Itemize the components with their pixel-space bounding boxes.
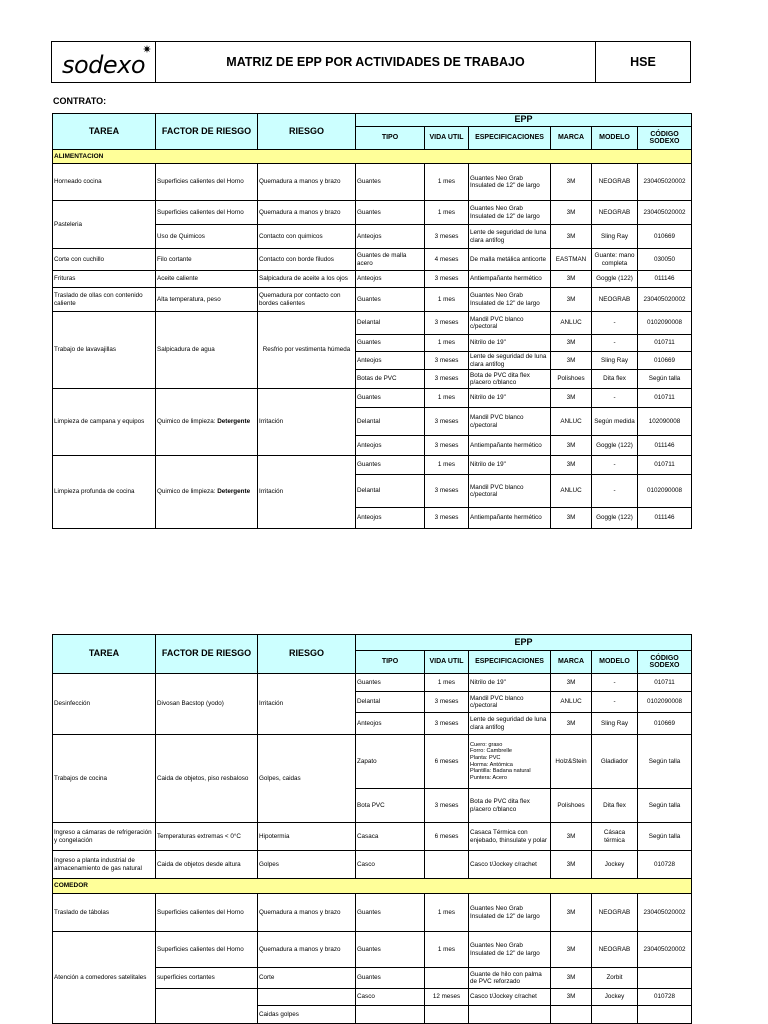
cell-vida [425,1006,469,1024]
cell-tarea: Ingreso a cámaras de refrigeración y congelación [53,823,156,851]
col-header-espec: ESPECIFICACIONES [469,651,551,674]
cell-modelo: - [592,312,638,335]
cell-vida: 1 mes [425,894,469,932]
cell-tarea: Desinfección [53,674,156,735]
cell-marca: 3M [551,823,592,851]
cell-factor: Temperaturas extremas < 0°C [156,823,258,851]
cell-modelo: - [592,335,638,352]
cell-tarea: Traslado de ollas con contenido caliente [53,288,156,312]
cell-tarea: Pasteleria [53,201,156,249]
cell-espec: Mandil PVC blanco c/pectoral [469,312,551,335]
cell-marca: 3M [551,508,592,529]
cell-modelo: Cásaca térmica [592,823,638,851]
table-row [53,164,692,201]
cell-factor: Caida de objetos, piso resbaloso [156,735,258,823]
cell-tarea: Corte con cuchillo [53,249,156,271]
cell-vida: 3 meses [425,225,469,249]
cell-marca: 3M [551,271,592,288]
cell-codigo: 010728 [638,989,692,1006]
cell-espec: Casco t/Jockey c/rachet [469,989,551,1006]
cell-modelo: Sling Ray [592,713,638,735]
cell-tipo: Bota PVC [356,789,425,823]
cell-modelo: Jockey [592,851,638,879]
cell-espec: Bota de PVC dita flex p/acero c/blanco [469,789,551,823]
cell-espec: Lente de seguridad de luna clara antifog [469,352,551,370]
cell-factor [156,389,258,456]
cell-codigo: 0102090008 [638,312,692,335]
cell-vida: 3 meses [425,352,469,370]
cell-espec: Antiempañante hermético [469,436,551,456]
table-row [53,735,692,789]
table-row [53,312,692,335]
cell-marca: 3M [551,436,592,456]
cell-tipo: Anteojos [356,508,425,529]
cell-tipo: Guantes de malla acero [356,249,425,271]
cell-tipo: Casaca [356,823,425,851]
cell-tipo: Anteojos [356,713,425,735]
cell-marca: 3M [551,894,592,932]
cell-riesgo: Quemadura a manos y brazo [258,201,356,225]
cell-codigo: 230405020002 [638,164,692,201]
cell-factor: Aceite caliente [156,271,258,288]
cell-tipo: Zapato [356,735,425,789]
cell-vida: 3 meses [425,271,469,288]
cell-marca: 3M [551,225,592,249]
epp-matrix-table-2 [52,634,692,1024]
cell-marca: 3M [551,201,592,225]
cell-marca: 3M [551,352,592,370]
table-row [53,389,692,408]
cell-marca: ANLUC [551,475,592,508]
document-code: HSE [596,42,691,83]
cell-espec: Guantes Neo Grab Insulated de 12" de largo [469,894,551,932]
cell-vida: 3 meses [425,692,469,713]
cell-vida: 12 meses [425,989,469,1006]
cell-marca: 3M [551,713,592,735]
col-header-tipo: TIPO [356,127,425,150]
col-header-epp: EPP [356,635,692,651]
cell-modelo: - [592,692,638,713]
cell-espec: Antiempañante hermético [469,271,551,288]
col-header-codigo: CÓDIGO SODEXO [638,651,692,674]
cell-factor: Alta temperatura, peso [156,288,258,312]
section-alimentacion: ALIMENTACION [53,150,692,164]
cell-espec [469,1006,551,1024]
cell-marca: ANLUC [551,312,592,335]
cell-vida: 3 meses [425,408,469,436]
cell-codigo: Según talla [638,735,692,789]
col-header-tarea: TAREA [53,114,156,150]
cell-vida [425,968,469,989]
cell-codigo: 010711 [638,674,692,692]
cell-espec: Bota de PVC dita flex p/acero c/blanco [469,370,551,389]
cell-modelo: - [592,456,638,475]
table-row [53,932,692,968]
table-row [53,851,692,879]
cell-vida [425,851,469,879]
cell-marca: 3M [551,389,592,408]
cell-vida: 1 mes [425,288,469,312]
col-header-vida: VIDA UTIL [425,651,469,674]
cell-tipo: Delantal [356,692,425,713]
cell-modelo: Dita flex [592,370,638,389]
cell-tipo: Anteojos [356,436,425,456]
cell-tipo: Casco [356,989,425,1006]
cell-vida: 1 mes [425,164,469,201]
cell-factor: Caida de objetos desde altura [156,851,258,879]
col-header-marca: MARCA [551,651,592,674]
cell-tarea: Trabajo de lavavajillas [53,312,156,389]
col-header-espec: ESPECIFICACIONES [469,127,551,150]
cell-codigo: 0102090008 [638,692,692,713]
cell-factor [156,456,258,529]
cell-marca: 3M [551,674,592,692]
cell-factor: Superficies calientes del Horno [156,932,258,968]
cell-vida: 1 mes [425,674,469,692]
cell-tarea: Traslado de tábolas [53,894,156,932]
cell-tipo: Casco [356,851,425,879]
cell-codigo: 011146 [638,436,692,456]
cell-espec: Cuero: graso Forro: Cambrelle Planta: PVC Horma: Antómica Plantilla: Badana natural Puntera: Acero [469,735,551,789]
cell-riesgo: Quemadura a manos y brazo [258,164,356,201]
cell-tarea: Limpieza profunda de cocina [53,456,156,529]
col-header-factor: FACTOR DE RIESGO [156,114,258,150]
cell-vida: 3 meses [425,713,469,735]
cell-marca: 3M [551,989,592,1006]
cell-riesgo: Corte [258,968,356,989]
cell-codigo: 010711 [638,389,692,408]
cell-espec: Lente de seguridad de luna clara antifog [469,713,551,735]
cell-codigo: 010669 [638,352,692,370]
epp-matrix-table-1 [52,113,692,529]
cell-tarea: Frituras [53,271,156,288]
cell-tipo: Guantes [356,456,425,475]
cell-codigo: 102090008 [638,408,692,436]
cell-vida: 3 meses [425,436,469,456]
cell-tipo: Guantes [356,674,425,692]
cell-vida: 3 meses [425,508,469,529]
cell-codigo: 230405020002 [638,288,692,312]
cell-tipo: Guantes [356,201,425,225]
col-header-vida: VIDA UTIL [425,127,469,150]
col-header-epp: EPP [356,114,692,127]
table-row [53,674,692,692]
cell-espec: De malla metálica anticorte [469,249,551,271]
cell-espec: Mandil PVC blanco c/pectoral [469,475,551,508]
cell-espec: Guantes Neo Grab Insulated de 12" de largo [469,932,551,968]
cell-riesgo: Irritación [258,389,356,456]
table-row [53,249,692,271]
cell-codigo: Según talla [638,789,692,823]
logo-cell [52,42,156,83]
cell-modelo: Goggle (122) [592,508,638,529]
cell-modelo: Según medida [592,408,638,436]
cell-tipo: Guantes [356,894,425,932]
cell-factor [156,989,258,1024]
cell-vida: 4 meses [425,249,469,271]
cell-modelo: NEOGRAB [592,201,638,225]
cell-tipo: Botas de PVC [356,370,425,389]
cell-vida: 1 mes [425,201,469,225]
cell-riesgo: Irritación [258,674,356,735]
sodexo-logo [61,43,152,79]
factor-bold: Detergente [217,488,251,496]
cell-factor: Divosan Bacstop (yodo) [156,674,258,735]
col-header-factor: FACTOR DE RIESGO [156,635,258,674]
cell-riesgo: Quemadura por contacto con bordes calientes [258,288,356,312]
cell-tipo: Guantes [356,164,425,201]
cell-riesgo: Contacto con borde filudos [258,249,356,271]
cell-codigo: 011146 [638,508,692,529]
star-icon: ✷ [142,43,152,56]
cell-espec: Casaca Térmica con enjebado, thinsulate y polar [469,823,551,851]
cell-codigo: 010669 [638,713,692,735]
cell-espec: Nitrilo de 19" [469,389,551,408]
contract-label: CONTRATO: [53,96,107,106]
cell-factor: Superficies calientes del Horno [156,201,258,225]
cell-marca: 3M [551,968,592,989]
cell-espec: Guantes Neo Grab Insulated de 12" de largo [469,164,551,201]
cell-tarea: Trabajos de cocina [53,735,156,823]
cell-marca: ANLUC [551,408,592,436]
cell-riesgo: Caidas golpes [258,1006,356,1024]
cell-vida: 3 meses [425,370,469,389]
factor-text: Quimico de limpieza: [157,488,216,496]
cell-riesgo: Irritación [258,456,356,529]
table-row [53,201,692,225]
cell-codigo: 011146 [638,271,692,288]
cell-riesgo: Resfrio por vestimenta húmeda [258,312,356,389]
cell-factor: superficies cortantes [156,968,258,989]
cell-vida: 3 meses [425,789,469,823]
cell-codigo: 230405020002 [638,932,692,968]
cell-tarea: Limpieza de campana y equipos [53,389,156,456]
cell-tipo: Delantal [356,408,425,436]
cell-tipo: Delantal [356,312,425,335]
cell-marca: 3M [551,288,592,312]
cell-vida: 1 mes [425,932,469,968]
cell-riesgo: Contacto con quimicos [258,225,356,249]
cell-marca: Polishoes [551,789,592,823]
cell-tarea: Atención a comedores satelitales [53,932,156,1024]
cell-riesgo: Quemadura a manos y brazo [258,932,356,968]
cell-marca: 3M [551,851,592,879]
cell-tipo: Guantes [356,968,425,989]
logo-text: sodexo [61,51,146,79]
cell-riesgo: Hipotermia [258,823,356,851]
cell-modelo: Gladiador [592,735,638,789]
cell-espec: Nitrilo de 19" [469,456,551,475]
cell-codigo [638,1006,692,1024]
cell-marca: 3M [551,164,592,201]
cell-tipo: Guantes [356,389,425,408]
cell-espec: Nitrilo de 19" [469,674,551,692]
cell-tipo: Delantal [356,475,425,508]
col-header-modelo: MODELO [592,651,638,674]
cell-espec: Lente de seguridad de luna clara antifog [469,225,551,249]
table-row [53,288,692,312]
cell-modelo: - [592,674,638,692]
cell-riesgo: Quemadura a manos y brazo [258,894,356,932]
cell-tipo: Guantes [356,932,425,968]
cell-vida: 3 meses [425,475,469,508]
col-header-codigo: CÓDIGO SODEXO [638,127,692,150]
cell-modelo: Sling Ray [592,225,638,249]
cell-tarea: Ingreso a planta industrial de almacenamiento de gas natural [53,851,156,879]
cell-espec: Mandil PVC blanco c/pectoral [469,408,551,436]
cell-modelo: Guante: mano completa [592,249,638,271]
cell-vida: 1 mes [425,335,469,352]
cell-codigo: 010711 [638,456,692,475]
cell-vida: 3 meses [425,312,469,335]
cell-tipo: Anteojos [356,352,425,370]
cell-tipo: Anteojos [356,271,425,288]
cell-factor: Superficies calientes del Horno [156,164,258,201]
table-row [53,894,692,932]
cell-espec: Nitrilo de 19" [469,335,551,352]
cell-modelo: Sling Ray [592,352,638,370]
cell-marca: ANLUC [551,692,592,713]
cell-modelo: - [592,389,638,408]
cell-espec: Casco t/Jockey c/rachet [469,851,551,879]
factor-text: Quimico de limpieza: [157,418,216,426]
cell-modelo: NEOGRAB [592,164,638,201]
cell-modelo: NEOGRAB [592,894,638,932]
cell-espec: Mandil PVC blanco c/pectoral [469,692,551,713]
cell-tipo: Anteojos [356,225,425,249]
cell-modelo: - [592,475,638,508]
cell-factor: Filo cortante [156,249,258,271]
cell-marca: Polishoes [551,370,592,389]
cell-modelo [592,1006,638,1024]
cell-riesgo [258,989,356,1006]
cell-modelo: Goggle (122) [592,436,638,456]
col-header-riesgo: RIESGO [258,114,356,150]
cell-factor: Superficies calientes del Horno [156,894,258,932]
cell-factor: Salpicadura de agua [156,312,258,389]
cell-vida: 1 mes [425,389,469,408]
cell-vida: 1 mes [425,456,469,475]
cell-modelo: NEOGRAB [592,932,638,968]
cell-espec: Guantes Neo Grab Insulated de 12" de largo [469,201,551,225]
cell-tipo: Guantes [356,335,425,352]
cell-codigo: 230405020002 [638,201,692,225]
factor-bold: Detergente [217,418,251,426]
cell-vida: 6 meses [425,735,469,789]
table-row [53,456,692,475]
cell-espec: Antiempañante hermético [469,508,551,529]
cell-modelo: Dita flex [592,789,638,823]
cell-riesgo: Golpes, caidas [258,735,356,823]
cell-riesgo: Salpicadura de aceite a los ojos [258,271,356,288]
cell-marca: 3M [551,335,592,352]
cell-factor: Uso de Quimicos [156,225,258,249]
cell-vida: 6 meses [425,823,469,851]
document-header [51,41,691,83]
cell-marca: 3M [551,456,592,475]
cell-tarea: Horneado cocina [53,164,156,201]
col-header-riesgo: RIESGO [258,635,356,674]
cell-codigo: Según talla [638,823,692,851]
cell-modelo: Zorbit [592,968,638,989]
cell-codigo: 010728 [638,851,692,879]
cell-marca: 3M [551,932,592,968]
cell-modelo: Goggle (122) [592,271,638,288]
cell-espec: Guante de hilo con palma de PVC reforzado [469,968,551,989]
col-header-marca: MARCA [551,127,592,150]
document-title: MATRIZ DE EPP POR ACTIVIDADES DE TRABAJO [156,42,596,83]
col-header-modelo: MODELO [592,127,638,150]
cell-marca [551,1006,592,1024]
cell-modelo: Jockey [592,989,638,1006]
col-header-tarea: TAREA [53,635,156,674]
section-comedor: COMEDOR [53,879,692,894]
cell-codigo: 030050 [638,249,692,271]
cell-tipo [356,1006,425,1024]
cell-modelo: NEOGRAB [592,288,638,312]
cell-riesgo: Golpes [258,851,356,879]
cell-codigo: 0102090008 [638,475,692,508]
cell-marca: Holz&Stein [551,735,592,789]
cell-marca: EASTMAN [551,249,592,271]
cell-codigo: Según talla [638,370,692,389]
cell-codigo: 010669 [638,225,692,249]
cell-codigo: 230405020002 [638,894,692,932]
table-row [53,271,692,288]
col-header-tipo: TIPO [356,651,425,674]
cell-espec: Guantes Neo Grab Insulated de 12" de largo [469,288,551,312]
table-row [53,823,692,851]
cell-codigo: 010711 [638,335,692,352]
cell-codigo [638,968,692,989]
cell-tipo: Guantes [356,288,425,312]
